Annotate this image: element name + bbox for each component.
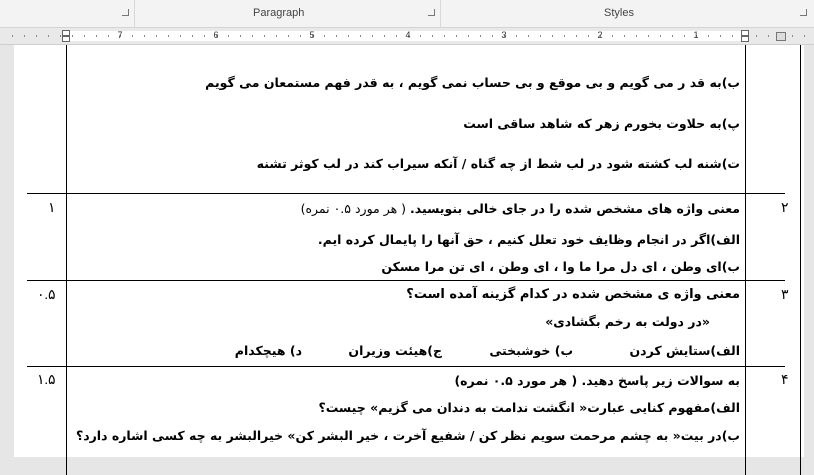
ruler-tick: [360, 35, 361, 37]
ruler-tick: [444, 35, 445, 37]
question-line: ب)ای وطن ، ای دل مرا ما وا ، ای وطن ، ای تن مرا مسکن: [381, 259, 740, 274]
ruler-tick: [300, 35, 301, 37]
styles-group-label: Styles: [604, 7, 634, 19]
table-outer-right-border: [800, 45, 801, 475]
ruler-tick: [324, 35, 325, 37]
ruler-tick: [132, 35, 133, 37]
ruler-tick: [576, 35, 577, 37]
ruler-number: 1: [693, 30, 699, 40]
ruler-tick: [660, 35, 661, 37]
ruler-tick: [24, 35, 25, 37]
ruler-tick: [372, 35, 373, 37]
ruler-tick: [612, 35, 613, 37]
ruler-tick: [144, 35, 145, 37]
ruler-tick: [492, 35, 493, 37]
question-number: ۴: [781, 373, 789, 388]
option-a: الف)ستایش کردن: [629, 343, 740, 358]
ruler-tick: [540, 35, 541, 37]
ruler-tick: [156, 35, 157, 37]
option-c: ج)هیئت وزیران: [348, 343, 442, 358]
question-number: ۲: [781, 201, 789, 216]
ruler-tick: [336, 35, 337, 37]
ruler-tick: [624, 35, 625, 37]
ruler-tick: [684, 35, 685, 37]
question-line: ب)در بیت« به چشم مرحمت سویم نظر کن / شفیع آخرت ، خیر البشر کن» خیرالبشر به چه کسی اشاره دارد؟: [75, 428, 740, 443]
ruler-tick: [468, 35, 469, 37]
table-row-divider: [27, 366, 785, 367]
ruler-tick: [252, 35, 253, 37]
ruler-number: 7: [117, 30, 123, 40]
question-text: [301, 201, 740, 216]
ruler-tick: [588, 35, 589, 37]
ribbon-group-font-end: [0, 0, 135, 27]
ruler-number: 5: [309, 30, 315, 40]
ribbon-group-paragraph: [135, 0, 441, 27]
ruler-tick: [396, 35, 397, 37]
paragraph-group-label: Paragraph: [253, 7, 305, 19]
ruler-number: 3: [501, 30, 507, 40]
ruler-number: 6: [213, 30, 219, 40]
table-row-divider: [27, 193, 785, 194]
styles-dialog-launcher-icon[interactable]: [800, 9, 808, 17]
left-indent-marker-icon[interactable]: [62, 30, 70, 42]
ruler-tick: [264, 35, 265, 37]
question-line: الف)اگر در انجام وظایف خود تعلل کنیم ، حق آنها را پایمال کرده ایم.: [317, 232, 740, 247]
ruler-tick: [228, 35, 229, 37]
horizontal-ruler[interactable]: [0, 28, 814, 45]
question-title: معنی واژه های مشخص شده را در جای خالی بنویسید.: [410, 201, 740, 216]
ruler-tick: [108, 35, 109, 37]
ruler-tick: [240, 35, 241, 37]
paragraph-dialog-launcher-icon[interactable]: [428, 9, 436, 17]
question-score: ۰.۵: [37, 288, 56, 303]
ruler-tick: [72, 35, 73, 37]
ruler-tick: [276, 35, 277, 37]
ruler-tick: [768, 35, 769, 37]
ruler-tick: [804, 35, 805, 37]
ruler-tick: [732, 35, 733, 37]
option-b: ب) خوشبختی: [489, 343, 573, 358]
table-column-marker-icon[interactable]: [776, 30, 786, 42]
ruler-tick: [552, 35, 553, 37]
ruler-tick: [564, 35, 565, 37]
ruler-tick: [384, 35, 385, 37]
right-indent-marker-icon[interactable]: [741, 30, 749, 42]
table-row-divider: [27, 280, 785, 281]
ruler-tick: [648, 35, 649, 37]
ruler-tick: [60, 35, 61, 37]
ribbon-group-bar: [0, 0, 814, 28]
font-dialog-launcher-icon[interactable]: [122, 9, 130, 17]
ruler-tick: [756, 35, 757, 37]
ruler-tick: [672, 35, 673, 37]
ruler-tick: [48, 35, 49, 37]
ruler-tick: [456, 35, 457, 37]
question-title: معنی واژه ی مشخص شده در کدام گزینه آمده است؟: [406, 287, 740, 302]
question-score: ۱: [48, 201, 56, 216]
ruler-tick: [528, 35, 529, 37]
ruler-tick: [84, 35, 85, 37]
ruler-tick: [792, 35, 793, 37]
ruler-tick: [204, 35, 205, 37]
ruler-tick: [432, 35, 433, 37]
ruler-tick: [180, 35, 181, 37]
ribbon-group-styles: [441, 0, 813, 27]
question-note: ( هر مورد ۰.۵ نمره): [300, 201, 411, 216]
question-quote: «در دولت به رخم بگشادی»: [545, 314, 710, 329]
ruler-tick: [36, 35, 37, 37]
answer-line: پ)به حلاوت بخورم زهر که شاهد ساقی است: [463, 116, 740, 131]
ruler-tick: [288, 35, 289, 37]
ruler-tick: [480, 35, 481, 37]
answer-line: ب)به قد ر می گویم و بی موقع و بی حساب نمی گویم ، به قدر فهم مستمعان می گویم: [205, 75, 740, 90]
ruler-number: 4: [405, 30, 411, 40]
ruler-tick: [348, 35, 349, 37]
ruler-tick: [516, 35, 517, 37]
answer-line: ت)شنه لب کشته شود در لب شط از چه گناه / آنکه سیراب کند در لب کوثر تشنه: [256, 156, 740, 171]
ruler-tick: [420, 35, 421, 37]
ruler-tick: [720, 35, 721, 37]
ruler-tick: [192, 35, 193, 37]
question-line: الف)مفهوم کنایی عبارت« انگشت ندامت به دندان می گزیم» چیست؟: [318, 400, 740, 415]
ruler-number: 2: [597, 30, 603, 40]
table-number-column-border: [745, 45, 746, 475]
text-cursor: [745, 181, 746, 192]
table-outer-left-border: [66, 45, 67, 475]
ruler-tick: [12, 35, 13, 37]
ruler-tick: [636, 35, 637, 37]
ruler-tick: [168, 35, 169, 37]
ruler-tick: [96, 35, 97, 37]
ruler-tick: [708, 35, 709, 37]
question-title: به سوالات زیر پاسخ دهید. ( هر مورد ۰.۵ نمره): [454, 373, 740, 388]
question-score: ۱.۵: [37, 373, 56, 388]
option-d: د) هیچکدام: [234, 343, 302, 358]
question-number: ۳: [781, 288, 789, 303]
document-page[interactable]: [14, 45, 804, 457]
